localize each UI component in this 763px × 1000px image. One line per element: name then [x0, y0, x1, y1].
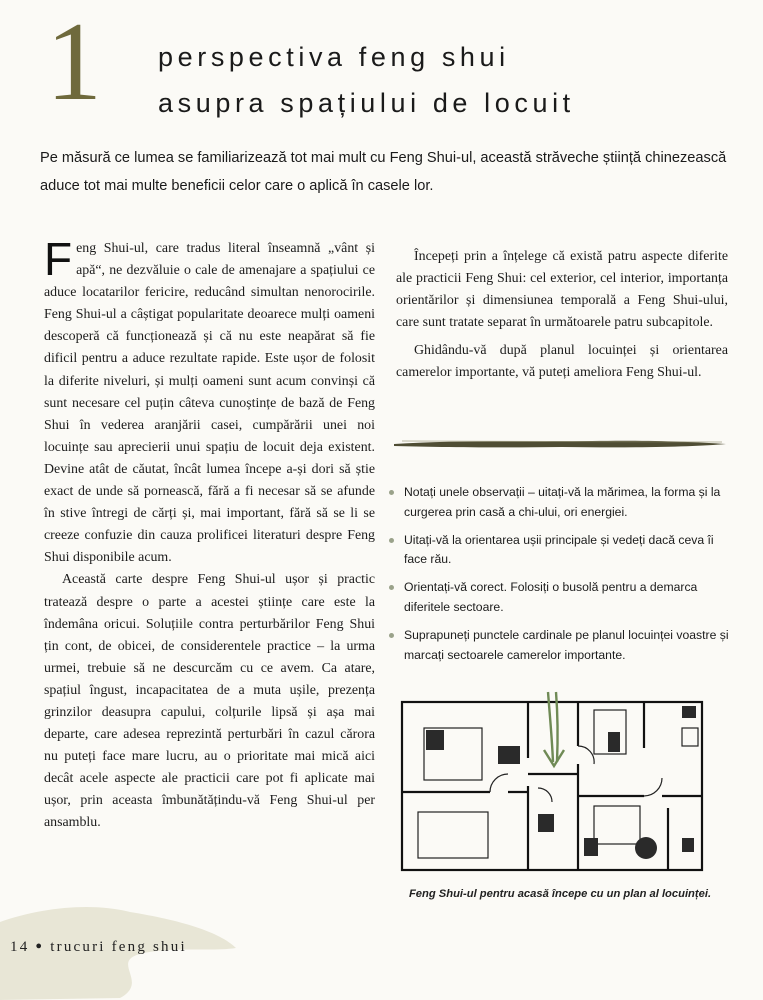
chapter-title-line-1: perspectiva feng shui	[158, 42, 510, 72]
chapter-title-line-2: asupra spațiului de locuit	[158, 88, 575, 118]
list-item: Uitați-vă la orientarea ușii principale și vedeți dacă ceva îi face rău.	[388, 531, 738, 571]
floor-plan-illustration	[398, 688, 728, 876]
right-column	[396, 246, 728, 385]
list-item: Orientați-vă corect. Folosiți o busolă pentru a demarca diferitele sectoare.	[388, 578, 738, 618]
left-paragraph-1-text: eng Shui-ul, care tradus literal înseamnă „vânt și apă“, ne dezvăluie o cale de amenajare a spațiului ce aduce locatarilor fericire, reducând simultan nenorocirile. Feng Shui-ul a câștigat popularitate deoarece mulți oameni descoperă că funcționează și că nu este neapărat să fie dificil pentru a aduce rezultate rapide. Este ușor de folosit la diferite niveluri, și mulți oameni sunt acum convinși că sunt necesare cel puțin câteva cunoștințe de bază de Feng Shui în vederea aranjării casei, cumpărării unei noi locuințe sau aprecierii unui spațiu de locuit deja existent. Devine atât de căutat, încât lumea începe a-și dori să știe exact de unde să pornească, fără a fi necesar să se afunde în stive întregi de cărți și, mai important, fără să se li se creeze confuzie din cauza prolificei literaturi despre Feng Shui disponibile acum.	[44, 241, 375, 566]
bullet-dot-icon	[389, 538, 394, 543]
list-item: Notați unele observații – uitați-vă la mărimea, la forma și la curgerea prin casă a chi-ului, ori energiei.	[388, 483, 738, 523]
page-footer	[10, 939, 187, 956]
brush-stroke-divider	[392, 437, 728, 451]
bullet-dot-icon	[389, 490, 394, 495]
right-paragraph-1: Începeți prin a înțelege că există patru aspecte diferite ale practicii Feng Shui: cel exterior, cel interior, importanța orientărilor și dimensiunea temporală a Feng Shui-ului, care sunt tratate separat în următoarele patru subcapitole.	[396, 249, 728, 331]
lead-paragraph: Pe măsură ce lumea se familiarizează tot mai mult cu Feng Shui-ul, această străveche știință chinezească aduce tot mai multe beneficii celor care o aplică în casele lor.	[40, 150, 727, 194]
book-title: trucuri feng shui	[50, 939, 187, 955]
left-paragraph-1	[44, 233, 375, 569]
bullet-dot-icon	[389, 633, 394, 638]
figure-caption: Feng Shui-ul pentru acasă începe cu un plan al locuinței.	[408, 888, 712, 900]
drop-cap: F	[44, 233, 73, 285]
chapter-title	[158, 34, 575, 126]
right-paragraph-2: Ghidându-vă după planul locuinței și orientarea camerelor importante, vă puteți ameliora Feng Shui-ul.	[396, 343, 728, 381]
bullet-dot-icon	[389, 585, 394, 590]
left-column	[44, 233, 375, 835]
chapter-number: 1	[46, 0, 102, 124]
left-paragraph-2: Această carte despre Feng Shui-ul ușor și practic tratează despre o parte a acestei științe care este la îndemâna oricui. Soluțiile contra perturbărilor Feng Shui țin cont, de obicei, de considerentele practice – la urma urmei, trebuie să ne descurcăm cu ce avem. Ca atare, spațiul îngust, incapacitatea de a muta ușile, prezența grinzilor deasupra capului, colțurile lipsă și așa mai departe, care adesea reprezintă perturbări în cazul cărora nu puteți face mare lucru, au o prioritate mai mică aici decât acele aspecte ale practicii care pot fi aplicate mai ușor, prin aceasta îmbunătățindu-vă Feng Shui-ul per ansamblu.	[44, 572, 375, 831]
tips-list	[388, 483, 738, 673]
page-number: 14	[10, 939, 30, 955]
list-item: Suprapuneți punctele cardinale pe planul locuinței voastre și marcați sectoarele camerelor importante.	[388, 626, 738, 666]
footer-separator: ●	[35, 940, 45, 952]
